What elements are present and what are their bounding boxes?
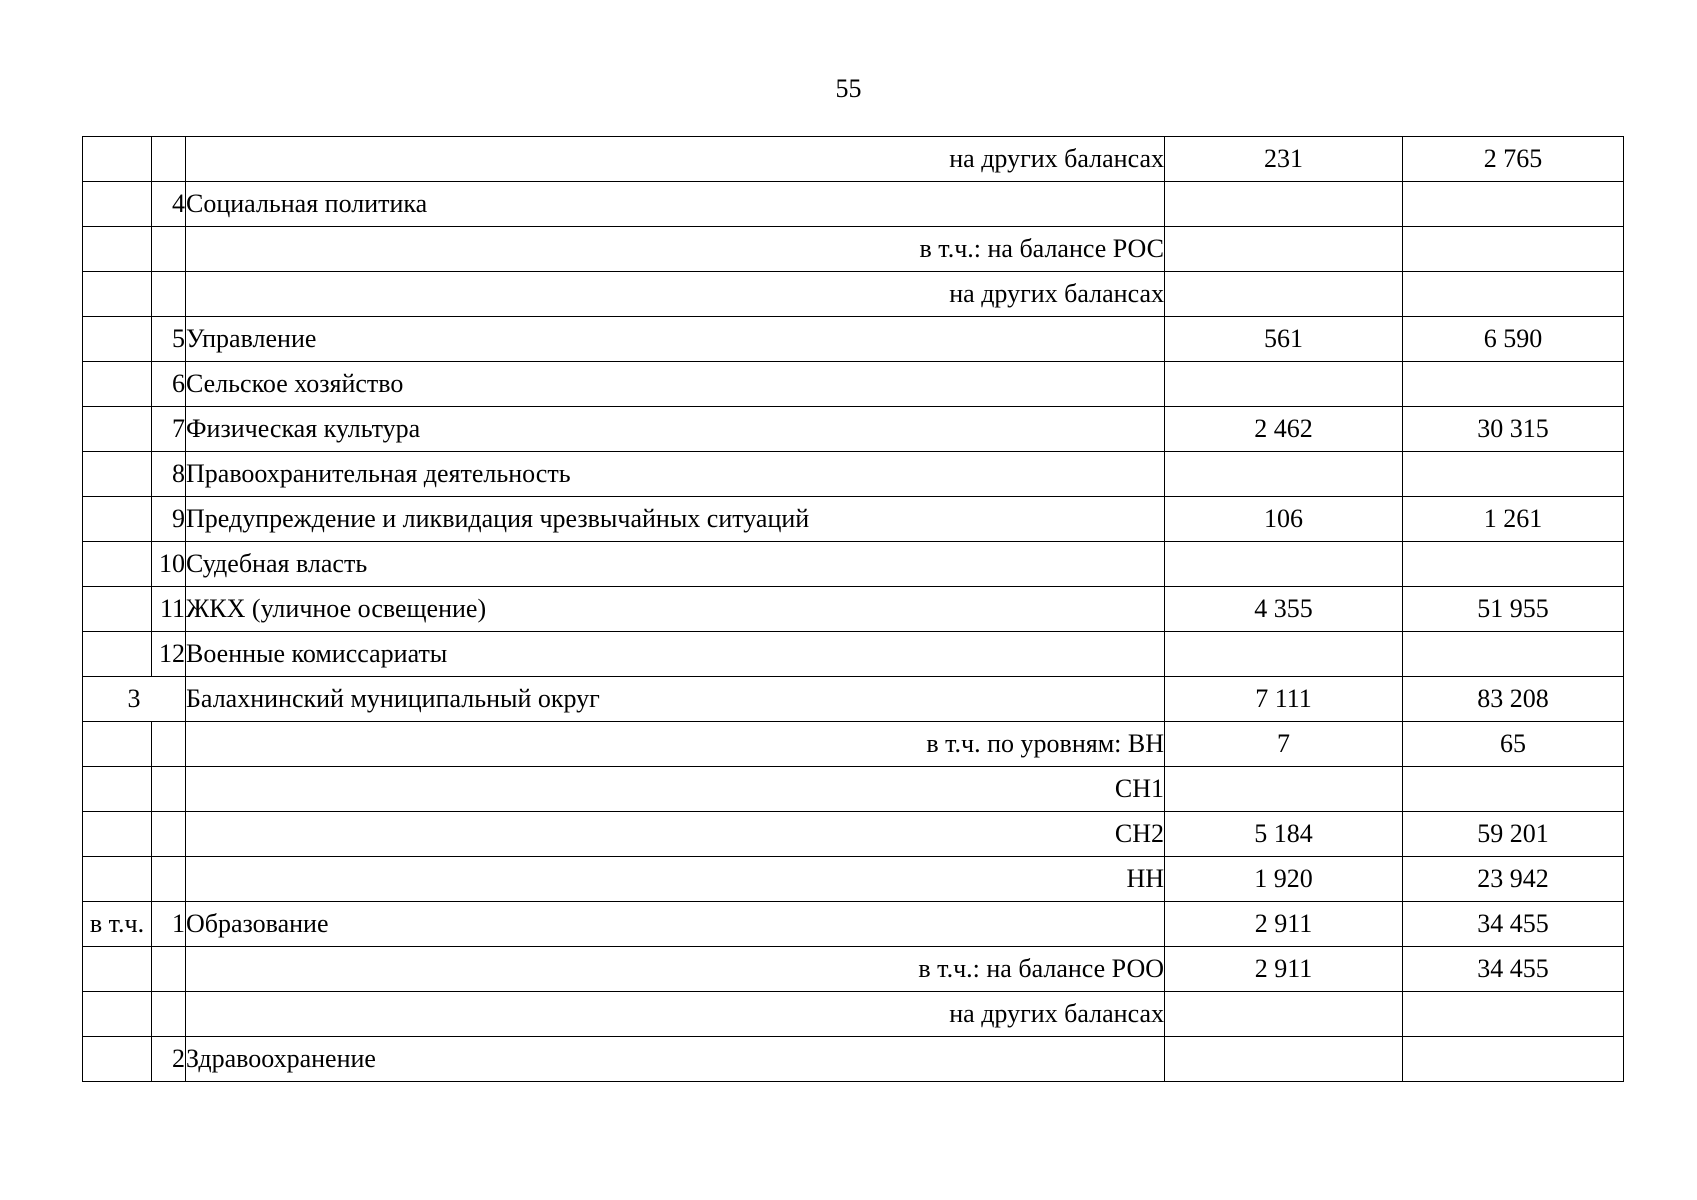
group-cell bbox=[83, 362, 152, 407]
table-row bbox=[83, 362, 1624, 407]
group-cell bbox=[83, 452, 152, 497]
value-cell-1: 561 bbox=[1165, 317, 1403, 362]
item-number-cell bbox=[152, 992, 186, 1037]
value-cell-2 bbox=[1403, 182, 1624, 227]
value-cell-2 bbox=[1403, 1037, 1624, 1082]
table-row bbox=[83, 722, 1624, 767]
table-row bbox=[83, 632, 1624, 677]
value-cell-2: 1 261 bbox=[1403, 497, 1624, 542]
group-cell bbox=[83, 1037, 152, 1082]
table-row bbox=[83, 767, 1624, 812]
value-cell-1 bbox=[1165, 992, 1403, 1037]
value-cell-1 bbox=[1165, 1037, 1403, 1082]
item-number-cell: 4 bbox=[152, 182, 186, 227]
data-table bbox=[82, 136, 1624, 1082]
table-row bbox=[83, 587, 1624, 632]
item-number-cell bbox=[152, 272, 186, 317]
group-cell bbox=[83, 767, 152, 812]
value-cell-2 bbox=[1403, 362, 1624, 407]
value-cell-1: 2 911 bbox=[1165, 947, 1403, 992]
item-name-cell: ЖКХ (уличное освещение) bbox=[186, 587, 1165, 632]
value-cell-1: 2 462 bbox=[1165, 407, 1403, 452]
item-name-cell: СН2 bbox=[186, 812, 1165, 857]
group-cell bbox=[83, 497, 152, 542]
value-cell-2: 34 455 bbox=[1403, 947, 1624, 992]
table-row bbox=[83, 947, 1624, 992]
item-name-cell: на других балансах bbox=[186, 272, 1165, 317]
page-number: 55 bbox=[835, 74, 862, 103]
item-number-cell bbox=[152, 227, 186, 272]
table-row bbox=[83, 542, 1624, 587]
value-cell-1: 4 355 bbox=[1165, 587, 1403, 632]
group-cell bbox=[83, 812, 152, 857]
group-cell bbox=[83, 992, 152, 1037]
group-cell bbox=[83, 227, 152, 272]
table-row bbox=[83, 1037, 1624, 1082]
value-cell-1: 7 bbox=[1165, 722, 1403, 767]
table-row bbox=[83, 452, 1624, 497]
table-row bbox=[83, 137, 1624, 182]
value-cell-2 bbox=[1403, 227, 1624, 272]
row-number-cell: 3 bbox=[83, 677, 186, 722]
group-cell bbox=[83, 632, 152, 677]
value-cell-2 bbox=[1403, 632, 1624, 677]
table-body bbox=[83, 137, 1624, 1082]
item-name-cell: Балахнинский муниципальный округ bbox=[186, 677, 1165, 722]
item-name-cell: на других балансах bbox=[186, 992, 1165, 1037]
item-name-cell: на других балансах bbox=[186, 137, 1165, 182]
item-number-cell bbox=[152, 722, 186, 767]
group-cell bbox=[83, 407, 152, 452]
group-cell bbox=[83, 317, 152, 362]
value-cell-1 bbox=[1165, 767, 1403, 812]
table-row bbox=[83, 182, 1624, 227]
value-cell-1 bbox=[1165, 632, 1403, 677]
value-cell-1: 2 911 bbox=[1165, 902, 1403, 947]
value-cell-1 bbox=[1165, 452, 1403, 497]
value-cell-1: 7 111 bbox=[1165, 677, 1403, 722]
item-number-cell: 11 bbox=[152, 587, 186, 632]
value-cell-1: 231 bbox=[1165, 137, 1403, 182]
value-cell-2: 59 201 bbox=[1403, 812, 1624, 857]
value-cell-2: 51 955 bbox=[1403, 587, 1624, 632]
table-row bbox=[83, 407, 1624, 452]
table-row bbox=[83, 227, 1624, 272]
item-number-cell bbox=[152, 947, 186, 992]
value-cell-1: 5 184 bbox=[1165, 812, 1403, 857]
value-cell-2 bbox=[1403, 992, 1624, 1037]
value-cell-1: 1 920 bbox=[1165, 857, 1403, 902]
value-cell-2: 34 455 bbox=[1403, 902, 1624, 947]
item-name-cell: Здравоохранение bbox=[186, 1037, 1165, 1082]
item-name-cell: Правоохранительная деятельность bbox=[186, 452, 1165, 497]
item-name-cell: СН1 bbox=[186, 767, 1165, 812]
item-name-cell: Физическая культура bbox=[186, 407, 1165, 452]
group-cell bbox=[83, 587, 152, 632]
value-cell-2: 6 590 bbox=[1403, 317, 1624, 362]
value-cell-1 bbox=[1165, 542, 1403, 587]
item-name-cell: в т.ч.: на балансе РОС bbox=[186, 227, 1165, 272]
item-name-cell: НН bbox=[186, 857, 1165, 902]
value-cell-1 bbox=[1165, 227, 1403, 272]
group-cell bbox=[83, 947, 152, 992]
group-cell bbox=[83, 857, 152, 902]
item-name-cell: Судебная власть bbox=[186, 542, 1165, 587]
value-cell-1: 106 bbox=[1165, 497, 1403, 542]
table-row bbox=[83, 902, 1624, 947]
item-number-cell: 5 bbox=[152, 317, 186, 362]
value-cell-2: 65 bbox=[1403, 722, 1624, 767]
item-number-cell: 1 bbox=[152, 902, 186, 947]
value-cell-1 bbox=[1165, 272, 1403, 317]
item-number-cell bbox=[152, 137, 186, 182]
item-name-cell: Управление bbox=[186, 317, 1165, 362]
item-number-cell: 10 bbox=[152, 542, 186, 587]
value-cell-2 bbox=[1403, 542, 1624, 587]
table-row bbox=[83, 317, 1624, 362]
item-name-cell: в т.ч. по уровням: ВН bbox=[186, 722, 1165, 767]
value-cell-1 bbox=[1165, 362, 1403, 407]
item-name-cell: Образование bbox=[186, 902, 1165, 947]
value-cell-2 bbox=[1403, 452, 1624, 497]
value-cell-2 bbox=[1403, 767, 1624, 812]
item-name-cell: Сельское хозяйство bbox=[186, 362, 1165, 407]
group-cell bbox=[83, 137, 152, 182]
value-cell-2 bbox=[1403, 272, 1624, 317]
value-cell-2: 83 208 bbox=[1403, 677, 1624, 722]
table-row bbox=[83, 812, 1624, 857]
table-row bbox=[83, 497, 1624, 542]
group-cell bbox=[83, 542, 152, 587]
group-cell: в т.ч. bbox=[83, 902, 152, 947]
group-cell bbox=[83, 722, 152, 767]
item-name-cell: в т.ч.: на балансе РОО bbox=[186, 947, 1165, 992]
item-number-cell: 2 bbox=[152, 1037, 186, 1082]
item-number-cell bbox=[152, 812, 186, 857]
value-cell-2: 30 315 bbox=[1403, 407, 1624, 452]
group-cell bbox=[83, 272, 152, 317]
table-row bbox=[83, 272, 1624, 317]
value-cell-2: 2 765 bbox=[1403, 137, 1624, 182]
table-row bbox=[83, 992, 1624, 1037]
item-name-cell: Предупреждение и ликвидация чрезвычайных ситуаций bbox=[186, 497, 1165, 542]
table-row bbox=[83, 857, 1624, 902]
item-number-cell: 8 bbox=[152, 452, 186, 497]
item-number-cell bbox=[152, 767, 186, 812]
table-row bbox=[83, 677, 1624, 722]
item-number-cell: 9 bbox=[152, 497, 186, 542]
group-cell bbox=[83, 182, 152, 227]
value-cell-1 bbox=[1165, 182, 1403, 227]
item-number-cell: 12 bbox=[152, 632, 186, 677]
item-name-cell: Социальная политика bbox=[186, 182, 1165, 227]
item-number-cell bbox=[152, 857, 186, 902]
item-name-cell: Военные комиссариаты bbox=[186, 632, 1165, 677]
value-cell-2: 23 942 bbox=[1403, 857, 1624, 902]
item-number-cell: 6 bbox=[152, 362, 186, 407]
item-number-cell: 7 bbox=[152, 407, 186, 452]
